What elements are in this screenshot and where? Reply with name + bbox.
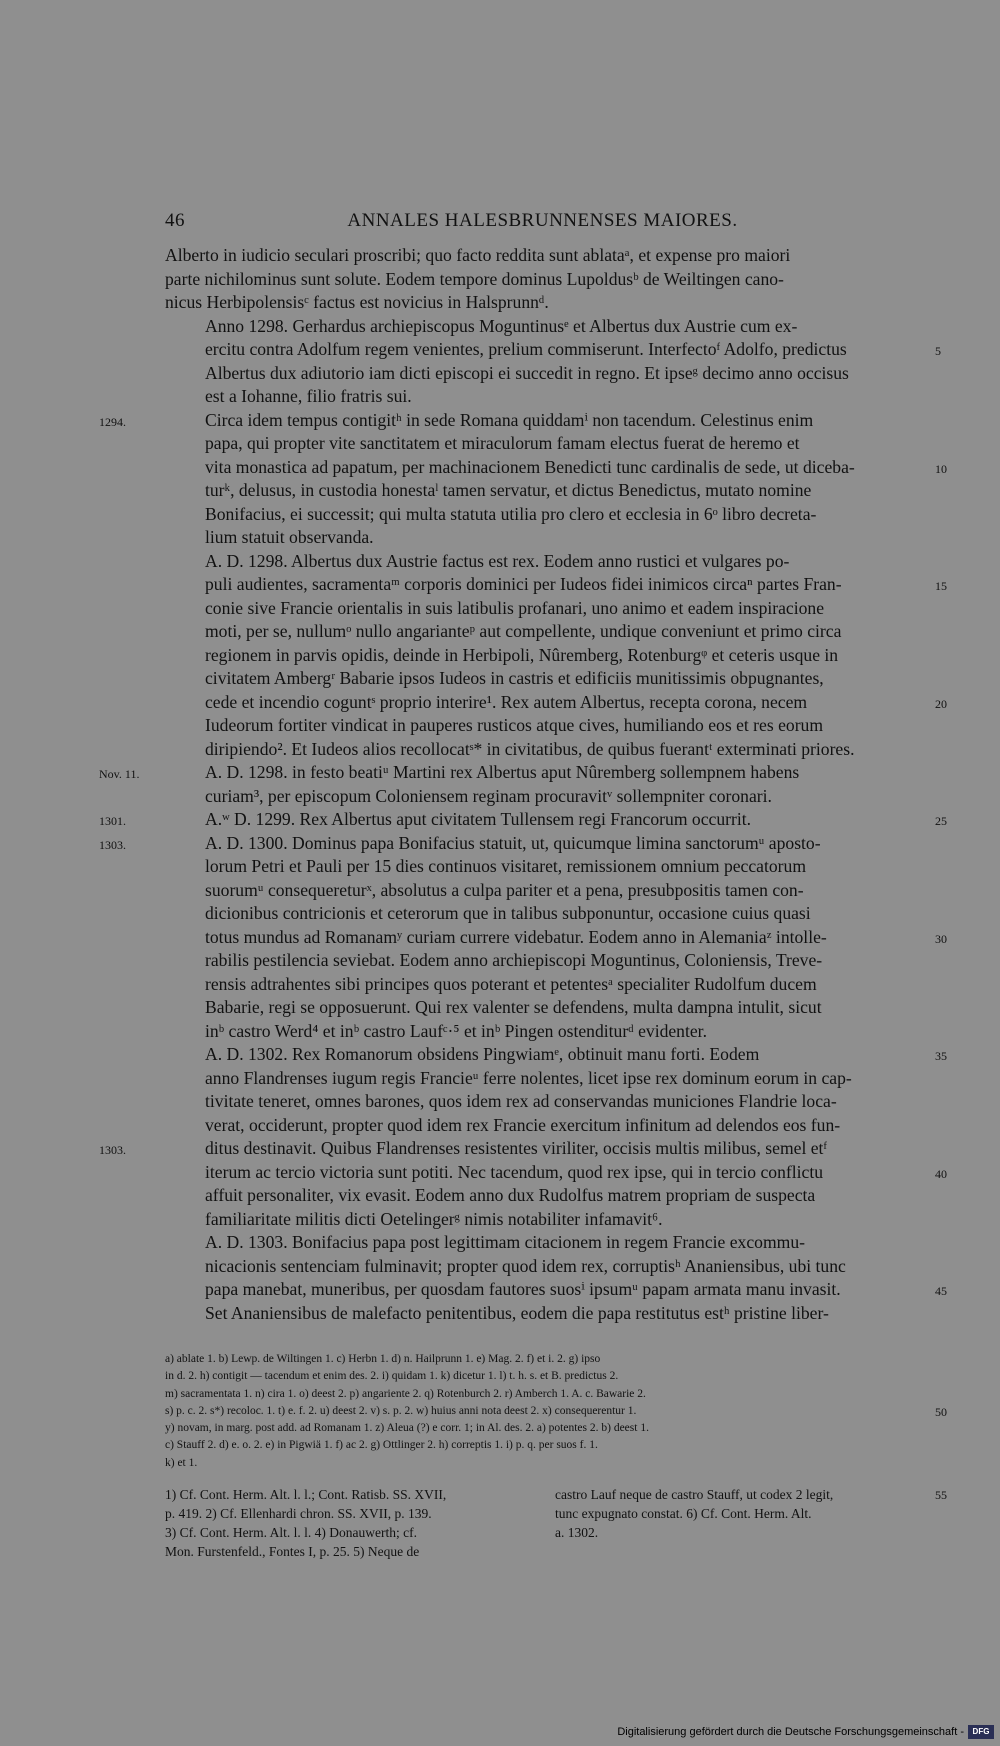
text-line [165, 1043, 947, 1067]
text-line [165, 1255, 925, 1279]
footer [617, 1722, 994, 1742]
footer-text: Digitalisierung gefördert durch die Deutsche Forschungsgemeinschaft - [617, 1726, 964, 1738]
paragraph [99, 832, 947, 1044]
paragraph [165, 550, 947, 762]
text-line [165, 550, 925, 574]
line-text: affuit personaliter, vix evasit. Eodem anno dux Rudolfus matrem propriam de suspecta [205, 1185, 816, 1205]
variant-footnote-line [165, 1420, 925, 1437]
line-text: est a Iohanne, filio fratris sui. [205, 386, 412, 406]
line-number: 40 [935, 1166, 947, 1181]
text-line [165, 456, 947, 480]
line-number: 30 [935, 931, 947, 946]
running-header [165, 210, 920, 234]
dfg-logo-icon: DFG [968, 1725, 994, 1739]
paragraph [99, 1043, 947, 1231]
line-text: totus mundus ad Romanamʸ curiam currere videbatur. Eodem anno in Alemaniaᶻ intolle- [205, 926, 827, 947]
line-text: verat, occiderunt, propter quod idem rex Francie exercitum infinitum ad delendos eos fun- [205, 1114, 841, 1135]
line-text: ditus destinavit. Quibus Flandrenses resistentes viriliter, occisis multis milibus, semel etᶠ [205, 1138, 828, 1158]
text-line [165, 926, 947, 950]
line-text: A. D. 1298. in festo beatiᵘ Martini rex Albertus aput Nûremberg sollempnem habens [205, 762, 800, 782]
line-number: 20 [935, 696, 947, 711]
text-line [165, 1302, 925, 1326]
line-text: A.ʷ D. 1299. Rex Albertus aput civitatem Tullensem regi Francorum occurrit. [205, 809, 752, 829]
line-text: Set Ananiensibus de malefacto penitentibus, eodem die papa restitutus estʰ pristine liber- [205, 1302, 829, 1323]
line-text: Circa idem tempus contigitʰ in sede Romana quiddamⁱ non tacendum. Celestinus enim [205, 409, 814, 430]
text-line [165, 315, 925, 339]
text-line [165, 973, 925, 997]
footnote-text: a) ablate 1. b) Lewp. de Wiltingen 1. c) Herbn 1. d) n. Hailprunn 1. e) Mag. 2. f) et i. 2. g) ipso [165, 1353, 601, 1365]
source-footnote-line: p. 419. 2) Cf. Ellenhardi chron. SS. XVII, p. 139. [165, 1506, 432, 1521]
line-number: 10 [935, 461, 947, 476]
line-text: rensis adtrahentes sibi principes quos poterant et petentesᵃ specialiter Rudolfum ducem [205, 973, 817, 994]
source-footnotes-column-2 [555, 1485, 947, 1542]
line-text: papa, qui propter vite sanctitatem et miraculorum famam electus fuerat de heremo et [205, 433, 800, 453]
line-text: suorumᵘ consequereturˣ, absolutus a culpa pariter et a pena, presubpositis tamen con- [205, 879, 804, 900]
text-line [165, 785, 925, 809]
footnote-text: y) novam, in marg. post add. ad Romanam 1. z) Aleua (?) e corr. 1; in Al. des. 2. a) potentes 2. b) deest 1. [165, 1422, 649, 1435]
line-text: A. D. 1298. Albertus dux Austrie factus est rex. Eodem anno rustici et vulgares po- [205, 550, 790, 571]
line-text: inᵇ castro Werd⁴ et inᵇ castro Laufᶜ·⁵ et inᵇ Pingen ostenditurᵈ evidenter. [205, 1020, 707, 1041]
margin-date: 1303. [99, 1143, 126, 1157]
text-line [165, 362, 925, 386]
variant-footnote-line [165, 1351, 925, 1368]
text-line [165, 432, 925, 456]
main-text [99, 244, 947, 1325]
footnote-text: s) p. c. 2. s*) recoloc. 1. t) e. f. 2. u) deest 2. v) s. p. 2. w) huius anni nota deest 2. x) consequerentur 1. [165, 1404, 637, 1417]
line-text: Albertus dux adiutorio iam dicti episcopi ei succedit in regno. Et ipseᵍ decimo anno occisus [205, 362, 849, 383]
line-text: Anno 1298. Gerhardus archiepiscopus Moguntinusᵉ et Albertus dux Austrie cum ex- [205, 315, 798, 336]
margin-date: 1303. [99, 837, 126, 852]
text-line [165, 291, 925, 315]
text-line [165, 620, 925, 644]
text-line [165, 667, 925, 691]
text-line [165, 691, 947, 715]
page-number: 46 [165, 210, 185, 231]
margin-date: Nov. 11. [99, 767, 140, 781]
paragraph [99, 409, 947, 550]
line-text: conie sive Francie orientalis in suis latibulis profanari, uno animo et eadem inspiracione [205, 597, 825, 618]
text-line [165, 1020, 925, 1044]
margin-date: 1294. [99, 414, 126, 429]
text-line [165, 879, 925, 903]
text-line [99, 1137, 925, 1161]
line-text: moti, per se, nullumᵒ nullo angarianteᵖ aut compellente, undique conveniunt et primo circa [205, 621, 842, 641]
line-text: ercitu contra Adolfum regem venientes, prelium commiserunt. Interfectoᶠ Adolfo, predictus [205, 339, 847, 359]
text-line [165, 902, 925, 926]
text-line [165, 479, 925, 503]
text-line [165, 738, 925, 762]
line-text: A. D. 1303. Bonifacius papa post legittimam citacionem in regem Francie excommu- [205, 1232, 805, 1252]
text-line [165, 1067, 925, 1091]
line-text: turᵏ, delusus, in custodia honestaˡ tamen servatur, et dictus Benedictus, mutato nomine [205, 480, 812, 500]
running-title: ANNALES HALESBRUNNENSES MAIORES. [347, 210, 738, 231]
line-text: rabilis pestilencia seviebat. Eodem anno archiepiscopi Moguntinus, Coloniensis, Treve- [205, 950, 823, 970]
source-footnote-line: a. 1302. [555, 1525, 599, 1540]
line-text: Iudeorum fortiter vindicat in pauperes rusticos atque cives, humiliando eos et res eorum [205, 715, 824, 735]
text-line [165, 996, 925, 1020]
text-line [165, 1184, 925, 1208]
line-text: A. D. 1302. Rex Romanorum obsidens Pingwiamᵉ, obtinuit manu forti. Eodem [205, 1044, 760, 1064]
line-text: Bonifacius, ei successit; qui multa statuta utilia pro clero et ecclesia in 6ᵒ libro decreta- [205, 503, 817, 524]
footnote-text: m) sacramentata 1. n) cira 1. o) deest 2. p) angariente 2. q) Rotenburch 2. r) Amberch 1. A. c. Bawarie 2. [165, 1387, 646, 1400]
footnote-text: k) et 1. [165, 1456, 198, 1469]
line-text: lium statuit observanda. [205, 527, 374, 547]
paragraph [165, 1231, 947, 1325]
source-footnote-line: 1) Cf. Cont. Herm. Alt. l. l.; Cont. Ratisb. SS. XVII, [165, 1487, 447, 1502]
source-footnote-line: tunc expugnato constat. 6) Cf. Cont. Herm. Alt. [555, 1506, 812, 1521]
footnote-text: c) Stauff 2. d) e. o. 2. e) in Pigwiä 1. f) ac 2. g) Ottlinger 2. h) correptis 1. i) p. q. per suos f. 1. [165, 1439, 598, 1452]
source-footnote-line: castro Lauf neque de castro Stauff, ut codex 2 legit, [555, 1487, 834, 1502]
text-line [165, 503, 925, 527]
text-line [165, 268, 925, 292]
text-line [165, 761, 925, 785]
line-text: A. D. 1300. Dominus papa Bonifacius statuit, ut, quicumque limina sanctorumᵘ aposto- [205, 832, 821, 853]
text-line [165, 1278, 947, 1302]
paragraph [99, 761, 925, 808]
text-line [165, 338, 941, 362]
line-text: diripiendo². Et Iudeos alios recollocatˢ* in civitatibus, de quibus fuerantᵗ exterminati priores. [205, 738, 855, 759]
line-number: 35 [935, 1049, 947, 1063]
line-text: puli audientes, sacramentaᵐ corporis dominici per Iudeos fidei inimicos circaⁿ partes Fran- [205, 574, 842, 594]
text-line [165, 832, 925, 856]
variant-footnote-line [165, 1455, 925, 1472]
footnote-text: in d. 2. h) contigit — tacendum et enim des. 2. i) quidam 1. k) dicetur 1. l) t. h. s. et B. predictus 2. [165, 1370, 619, 1383]
line-number: 50 [935, 1404, 947, 1419]
line-text: familiaritate militis dicti Oetelingerᵍ nimis notabiliter infamavit⁶. [205, 1208, 663, 1229]
line-text: vita monastica ad papatum, per machinacionem Benedicti tunc cardinalis de sede, ut diceba- [205, 456, 855, 477]
line-text: parte nichilominus sunt solute. Eodem tempore dominus Lupoldusᵇ de Weiltingen cano- [165, 268, 784, 289]
text-line [165, 526, 925, 550]
line-text: cede et incendio coguntˢ proprio interire¹. Rex autem Albertus, recepta corona, necem [205, 691, 808, 712]
paragraph [165, 315, 941, 409]
line-text: lorum Petri et Pauli per 15 dies continuos visitaret, remissionem omnium peccatorum [205, 856, 807, 876]
line-text: nicacionis sentenciam fulminavit; propter quod idem rex, corruptisʰ Ananiensibus, ubi tunc [205, 1255, 846, 1276]
line-text: dicionibus contricionis et ceterorum que in talibus subponuntur, occasione cuius quasi [205, 903, 811, 923]
variant-footnote-line [165, 1437, 925, 1454]
paragraph [99, 808, 947, 832]
text-line [165, 573, 947, 597]
line-text: regionem in parvis opidis, deinde in Herbipoli, Nûremberg, Rotenburgᵠ et ceteris usque in [205, 644, 839, 665]
line-text: Alberto in iudicio seculari proscribi; quo facto reddita sunt ablataᵃ, et expense pro maiori [165, 245, 791, 265]
margin-date: 1301. [99, 814, 126, 828]
text-line [165, 385, 925, 409]
text-line [165, 1090, 925, 1114]
line-text: papa manebat, muneribus, per quosdam fautores suosⁱ ipsumᵘ papam armata manu invasit. [205, 1279, 841, 1299]
text-line [165, 1208, 925, 1232]
line-number: 45 [935, 1284, 947, 1298]
variant-footnote-line [165, 1368, 925, 1385]
variant-footnote-line [165, 1403, 947, 1420]
variant-footnote-line [165, 1386, 925, 1403]
line-number: 55 [935, 1488, 947, 1502]
text-line [165, 644, 925, 668]
line-number: 5 [935, 344, 941, 358]
line-text: iterum ac tercio victoria sunt potiti. Nec tacendum, quod rex ipse, qui in tercio conflictu [205, 1161, 824, 1182]
text-line [165, 409, 925, 433]
source-footnote-line: Mon. Furstenfeld., Fontes I, p. 25. 5) Neque de [165, 1544, 420, 1559]
text-line [165, 1114, 925, 1138]
line-text: Babarie, regi se opposuerunt. Qui rex valenter se defendens, multa dampna intulit, sicut [205, 997, 822, 1017]
line-number: 15 [935, 579, 947, 593]
text-line [165, 1231, 925, 1255]
text-line [165, 949, 925, 973]
line-text: civitatem Ambergʳ Babarie ipsos Iudeos in castris et edificiis munitissimis obpugnantes, [205, 668, 824, 688]
line-text: curiam³, per episcopum Coloniensem reginam procuravitᵛ sollempniter coronari. [205, 785, 772, 806]
text-line [165, 855, 925, 879]
text-line [165, 1161, 947, 1185]
line-text: tivitate teneret, omnes barones, quos idem rex ad conservandas municiones Flandrie loca- [205, 1091, 837, 1111]
variant-footnotes [165, 1351, 947, 1472]
line-text: nicus Herbipolensisᶜ factus est novicius in Halsprunnᵈ. [165, 292, 549, 312]
source-footnotes-column-1 [165, 1485, 545, 1561]
text-line [165, 714, 925, 738]
text-line [165, 597, 925, 621]
source-footnote-line: 3) Cf. Cont. Herm. Alt. l. l. 4) Donauwerth; cf. [165, 1525, 417, 1540]
text-line [165, 244, 925, 268]
text-line [165, 808, 947, 832]
paragraph [165, 244, 925, 315]
line-text: anno Flandrenses iugum regis Francieᵘ ferre nolentes, licet ipse rex dominum eorum in cap- [205, 1067, 852, 1088]
line-number: 25 [935, 814, 947, 828]
